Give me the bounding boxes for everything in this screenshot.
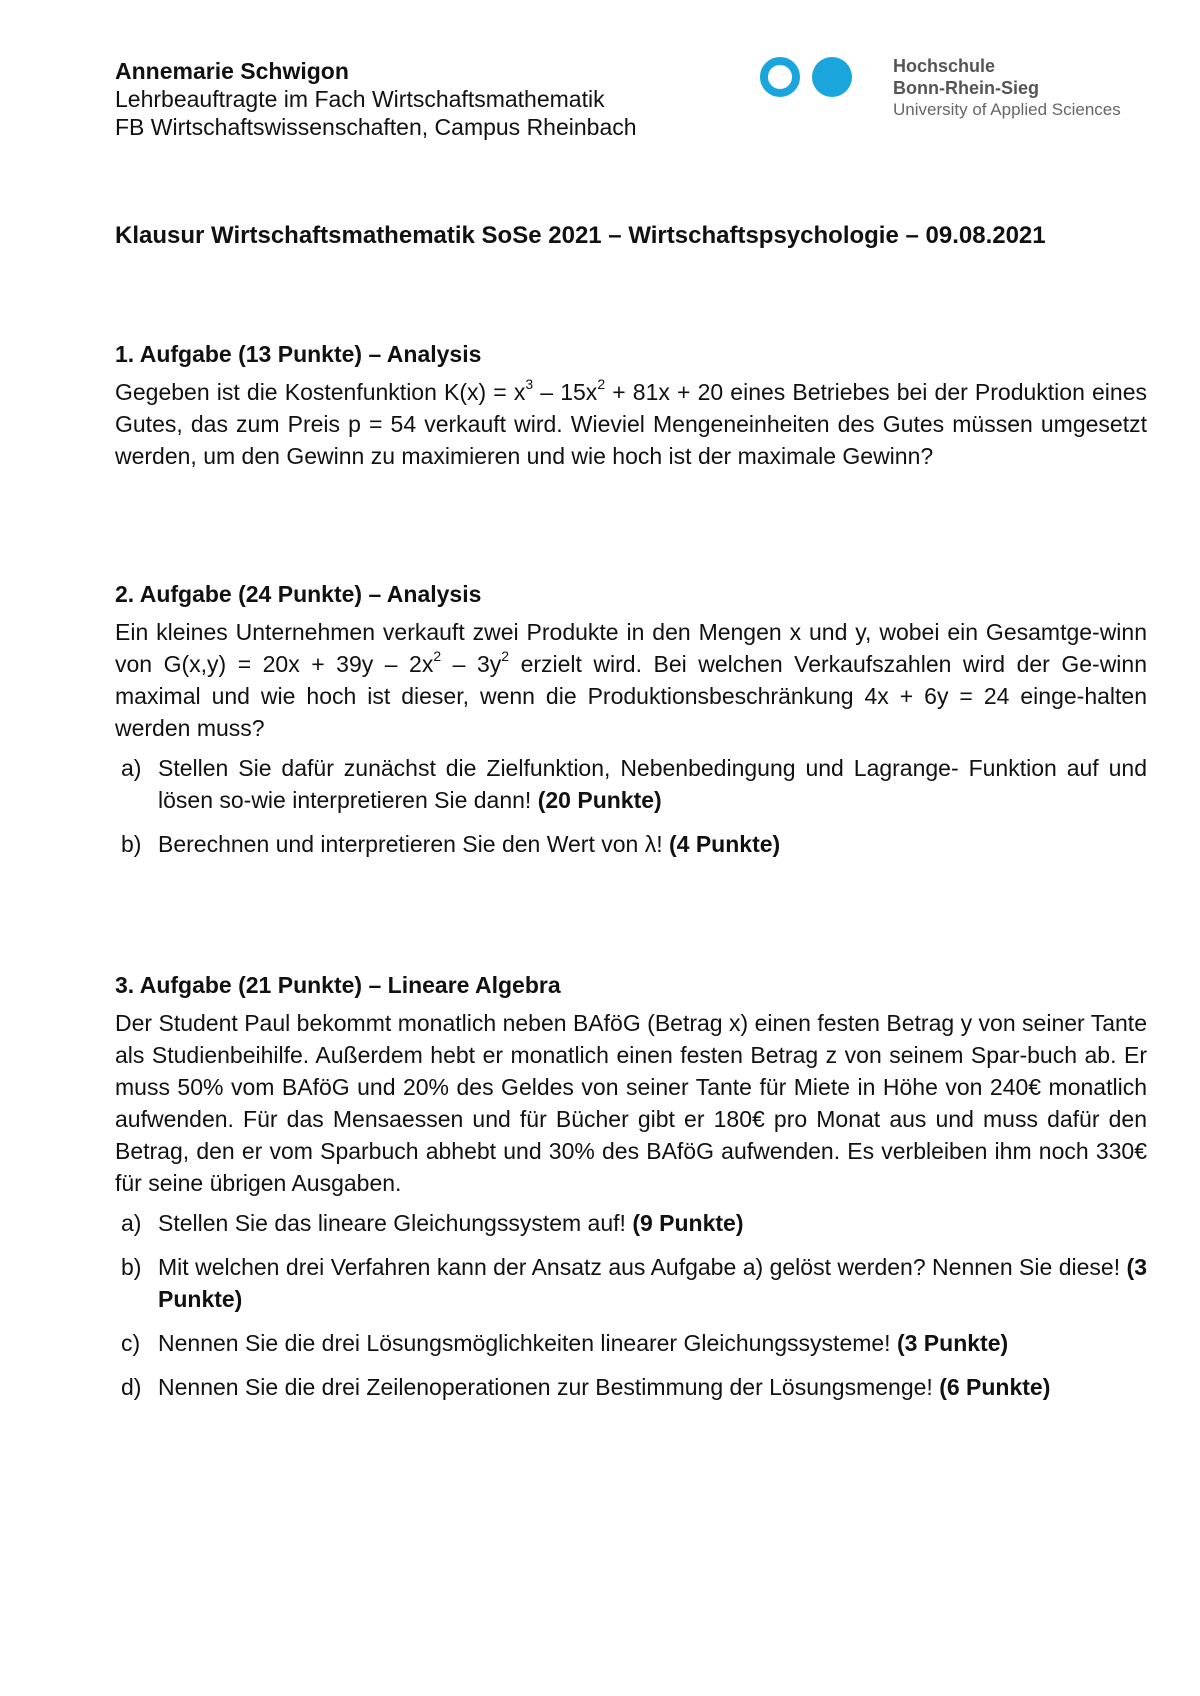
logo-line-2: Bonn-Rhein-Sieg: [893, 78, 1039, 98]
task-3-subtasks: [115, 1207, 1147, 1403]
task-1: [115, 338, 1147, 472]
logo-ring-icon: [760, 57, 800, 97]
task-1-text: Gegeben ist die Kostenfunktion $K(x) = x^3 - 15x^2 + 81x + 20$ eines Betriebes bei der Produktion eines Gutes, das zum Preis p = 54 verkauft wird. Wieviel Mengeneinheiten des Gutes müssen umgesetzt werden, um den Gewinn zu maximieren und wie hoch ist der maximale Gewinn?: [115, 376, 1147, 469]
task-2-heading: 2. Aufgabe (24 Punkte) – Analysis: [115, 581, 482, 607]
task-2-subtasks: [115, 752, 1147, 860]
subtask-item: c) Nennen Sie die drei Lösungsmöglichkeiten linearer Gleichungssysteme! (3 Punkte): [121, 1330, 1009, 1356]
author-department: FB Wirtschaftswissenschaften, Campus Rheinbach: [115, 114, 637, 140]
logo-text: [893, 55, 1121, 121]
logo-line-1: Hochschule: [893, 56, 996, 76]
university-logo: [760, 55, 1130, 125]
subtask-item: b) Berechnen und interpretieren Sie den Wert von λ! (4 Punkte): [121, 831, 781, 857]
subtask-item: a) Stellen Sie dafür zunächst die Zielfunktion, Nebenbedingung und Lagrange- Funktion auf und lösen so-wie interpretieren Sie dann! (20 Punkte): [121, 755, 1147, 813]
author-block: [115, 57, 637, 141]
exam-title: Klausur Wirtschaftsmathematik SoSe 2021 – Wirtschaftspsychologie – 09.08.2021: [115, 222, 1046, 249]
task-3-text: Der Student Paul bekommt monatlich neben BAföG (Betrag x) einen festen Betrag y von seiner Tante als Studienbeihilfe. Außerdem hebt er monatlich einen festen Betrag z von seinem Spar-buch ab. Er muss 50% vom BAföG und 20% des Geldes von seiner Tante für Miete in Höhe von 240€ monatlich aufwenden. Für das Mensaessen und für Bücher gibt er 180€ pro Monat aus und muss dafür den Betrag, den er vom Sparbuch abhebt und 30% des BAföG aufwenden. Es verbleiben ihm noch 330€ für seine übrigen Ausgaben.: [115, 1010, 1147, 1196]
logo-line-3: University of Applied Sciences: [893, 100, 1121, 119]
subtask-item: a) Stellen Sie das lineare Gleichungssystem auf! (9 Punkte): [121, 1210, 744, 1236]
logo-dot-icon: [812, 57, 852, 97]
task-2-text: Ein kleines Unternehmen verkauft zwei Produkte in den Mengen x und y, wobei ein Gesamtge-winn von $G(x,y) = 20x + 39y - 2x^2 - 3y^2$ erzielt wird. Bei welchen Verkaufszahlen wird der Ge-winn maximal und wie hoch ist dieser, wenn die Produktionsbeschränkung 4x + 6y = 24 einge-halten werden muss?: [115, 619, 1147, 741]
subtask-item: d) Nennen Sie die drei Zeilenoperationen zur Bestimmung der Lösungsmenge! (6 Punkte): [121, 1374, 1051, 1400]
subtask-item: b) Mit welchen drei Verfahren kann der Ansatz aus Aufgabe a) gelöst werden? Nennen Sie diese! (3 Punkte): [121, 1254, 1147, 1312]
task-3-heading: 3. Aufgabe (21 Punkte) – Lineare Algebra: [115, 972, 561, 998]
author-name: Annemarie Schwigon: [115, 58, 349, 84]
author-role: Lehrbeauftragte im Fach Wirtschaftsmathematik: [115, 86, 605, 112]
task-3: [115, 969, 1147, 1415]
task-2: [115, 578, 1147, 872]
task-1-heading: 1. Aufgabe (13 Punkte) – Analysis: [115, 341, 482, 367]
